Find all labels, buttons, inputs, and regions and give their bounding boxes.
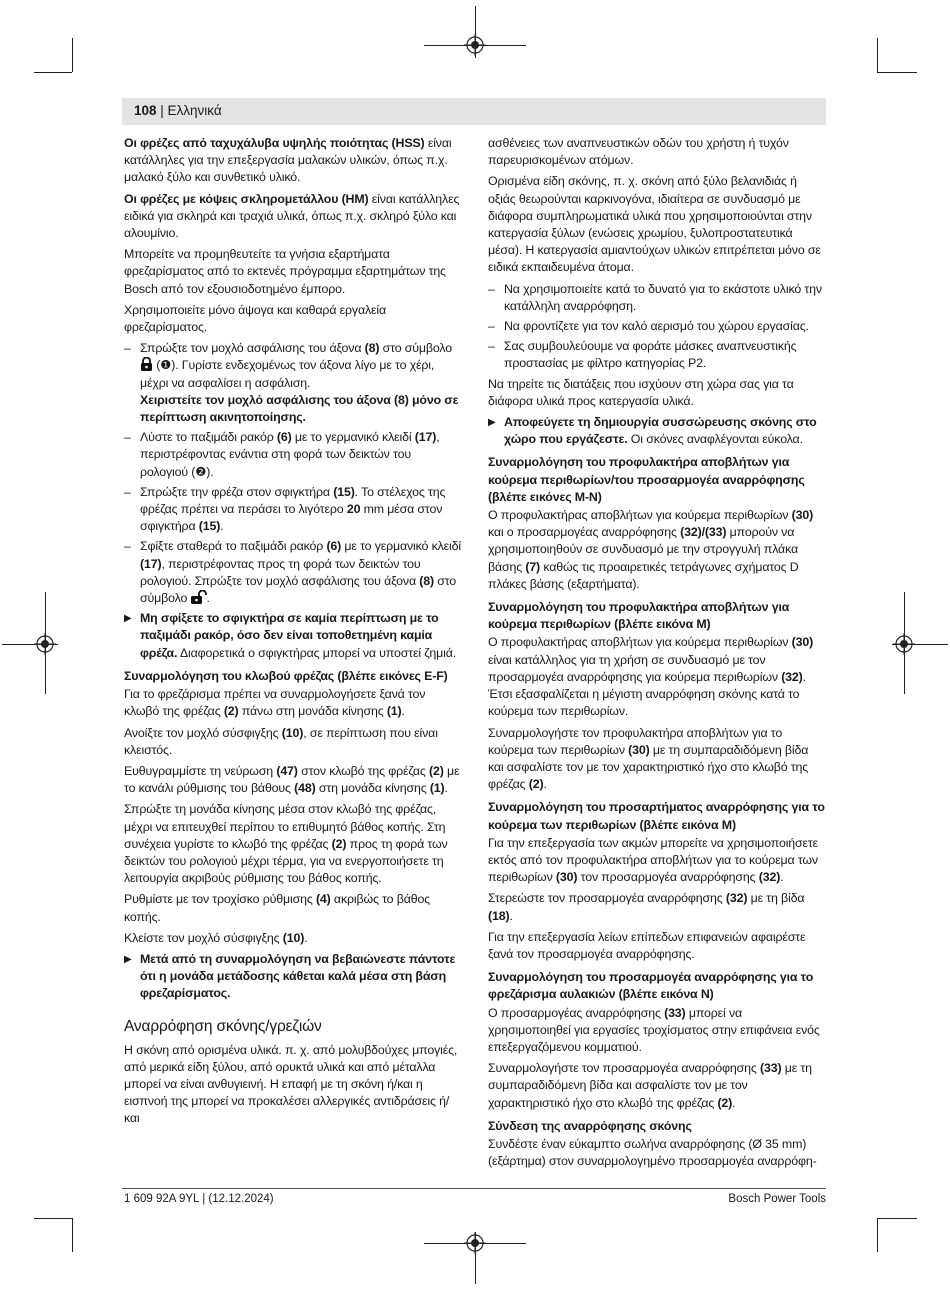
paragraph: Ο προφυλακτήρας αποβλήτων για κούρεμα περιθωρίων (30) είναι κατάλληλος για τη χρήση σε συνδυασμό με τον προσαρμογέα αναρρόφησης για κούρεμα περιθωρίων (32). Έτσι εξασφαλίζεται η μέγιστη αναρρόφηση σκόνης κατά το κούρεμα των περιθωρίων. [488,635,814,719]
header-separator: | [156,103,168,118]
subheading: Συναρμολόγηση του προσαρτήματος αναρρόφησης για το κούρεμα των περιθωρίων (βλέπε εικόνα M) [488,800,825,832]
crop-mark [877,72,917,73]
lock-closed-icon [140,357,153,371]
paragraph: Να τηρείτε τις διατάξεις που ισχύουν στη χώρα σας για τα διάφορα υλικά προς κατεργασία υλικά. [488,376,794,408]
paragraph: Ορισμένα είδη σκόνης, π. χ. σκόνη από ξύλο βελανιδιάς ή οξιάς θεωρούνται καρκινογόνα, ιδιαίτερα σε συνδυασμό με διάφορα συμπληρωματικά υλικά που χρησιμοποιούνται στην κατεργασία ξύλων (ενώσεις χρωμίου, ξυλοπροστατευτικά μέσα). Η κατεργασία αμιαντούχων υλικών επιτρέπεται μόνο σε ειδικά εκπαιδευμένα άτομα. [488,174,821,275]
bullet-triangle-icon: ▶ [124,953,132,965]
left-column [124,135,462,1132]
crop-mark [34,72,72,73]
paragraph: ασθένειες των αναπνευστικών οδών του χρήστη ή τυχόν παρευρισκομένων ατόμων. [488,136,789,168]
warning-note: ▶ Μετά από τη συναρμολόγηση να βεβαιώνεστε πάντοτε ότι η μονάδα μετάδοσης κάθεται καλά μέσα στη βάση φρεζαρίσματος. [124,951,456,1001]
warning-note: ▶ Αποφεύγετε τη δημιουργία συσσώρευσης σκόνης στο χώρο που εργάζεστε. Οι σκόνες αναφλέγονται εύκολα. [488,415,817,447]
list-item: – Να φροντίζετε για τον καλό αερισμό του χώρου εργασίας. [488,319,809,334]
footer-brand: Bosch Power Tools [728,1193,826,1205]
paragraph: Μπορείτε να προμηθευτείτε τα γνήσια εξαρτήματα φρεζαρίσματος από το εκτενές πρόγραμμα εξαρτημάτων της Bosch από τον εξουσιοδοτημένο έμπορο. [124,247,446,296]
paragraph: Ο προφυλακτήρας αποβλήτων για κούρεμα περιθωρίων (30) και ο προσαρμογέας αναρρόφησης (32)/(33) μπορούν να χρησιμοποιηθούν σε συνδυασμό με την στρογγυλή πλάκα βάσης (7) καθώς τις προαιρετικές τετράγωνες σχήματος D πλάκες βάσης (εξαρτήματα). [488,508,814,591]
paragraph: Ευθυγραμμίστε τη νεύρωση (47) στον κλωβό της φρέζας (2) με το κανάλι ρύθμισης του βάθους (48) στη μονάδα κίνησης (1). [124,763,460,796]
footer-doc-code: 1 609 92A 9YL | (12.12.2024) [124,1193,274,1205]
page-header [134,102,222,120]
subheading: Συναρμολόγηση του προσαρμογέα αναρρόφησης για το φρεζάρισμα αυλακιών (βλέπε εικόνα N) [488,970,814,1002]
right-column [488,135,825,1174]
subheading: Συναρμολόγηση του προφυλακτήρα αποβλήτων για κούρεμα περιθωρίων/του προσαρμογέα αναρρόφησης (βλέπε εικόνες M‑N) [488,455,805,504]
paragraph: Συναρμολογήστε τον προσαρμογέα αναρρόφησης (33) με τη συμπαραδιδόμενη βίδα και ασφαλίστε τον με τον χαρακτηριστικό ήχο στο κλωβό της φρέζας (2). [488,1061,812,1110]
header-bar [122,98,826,125]
paragraph: Ρυθμίστε με τον τροχίσκο ρύθμισης (4) ακριβώς το βάθος κοπής. [124,892,431,924]
registration-target-icon [464,1232,486,1254]
crop-mark [877,1218,878,1252]
subheading: Σύνδεση της αναρρόφησης σκόνης [488,1118,692,1133]
list-item: – Σας συμβουλεύουμε να φοράτε μάσκες αναπνευστικής προστασίας με φίλτρο κατηγορίας P2. [488,339,797,371]
registration-target-icon [464,34,486,56]
crop-mark [34,1218,72,1219]
header-language: Ελληνικά [167,103,222,118]
registration-target-icon [34,633,56,655]
crop-mark [72,38,73,72]
paragraph: Ανοίξτε τον μοχλό σύσφιγξης (10), σε περίπτωση που είναι κλειστός. [124,725,438,757]
lock-open-icon [191,590,207,604]
paragraph: Οι φρέζες από ταχυχάλυβα υψηλής ποιότητας (HSS) είναι κατάλληλες για την επεξεργασία μαλακών υλικών, όπως π.χ. μαλακό ξύλο και συνθετικό υλικό. [124,136,452,185]
crop-mark [877,38,878,72]
paragraph: Ο προσαρμογέας αναρρόφησης (33) μπορεί να χρησιμοποιηθεί για εργασίες τροχίσματος στην επιφάνεια ενός επεξεργαζόμενου κομματιού. [488,1005,820,1054]
strong-note: Χειριστείτε τον μοχλό ασφάλισης του άξονα (8) μόνο σε περίπτωση ακινητοποίησης. [140,392,459,425]
paragraph: Κλείστε τον μοχλό σύσφιγξης (10). [124,930,308,945]
list-item: – Σπρώξτε τον μοχλό ασφάλισης του άξονα (8) στο σύμβολο (❶). Γυρίστε ενδεχομένως τον άξονα λίγο με το χέρι, μέχρι να ασφαλίσει η ασφάλιση. Χειριστείτε τον μοχλό ασφάλισης του άξονα (8) μόνο σε περίπτωση ακινητοποίησης. [124,340,462,426]
crop-mark [877,1218,917,1219]
section-heading: Αναρρόφηση σκόνης/γρεζιών [124,1017,322,1035]
paragraph: Στερεώστε τον προσαρμογέα αναρρόφησης (32) με τη βίδα (18). [488,891,805,923]
list-item: – Λύστε το παξιμάδι ρακόρ (6) με το γερμανικό κλειδί (17), περιστρέφοντας ενάντια στη φορά των δεικτών του ρολογιού (❷). [124,430,440,479]
paragraph: Η σκόνη από ορισμένα υλικά. π. χ. από μολυβδούχες μπογιές, από μερικά είδη ξύλου, από ορυκτά υλικά και από μέταλλα μπορεί να είναι ανθυγιεινή. Η επαφή με τη σκόνη ή/και η εισπνοή της μπορεί να προκαλέσει αλλεργικές αντιδράσεις ή/και [124,1042,458,1126]
list-item: – Να χρησιμοποιείτε κατά το δυνατό για το εκάστοτε υλικό την κατάλληλη αναρρόφηση. [488,281,822,313]
paragraph: Οι φρέζες με κόψεις σκληρομετάλλου (HM) είναι κατάλληλες ειδικά για σκληρά και τραχιά υλικά, όπως π.χ. σκληρό ξύλο και αλουμίνιο. [124,191,460,241]
warning-note: ▶ Μη σφίξετε το σφιγκτήρα σε καμία περίπτωση με το παξιμάδι ρακόρ, όσο δεν είναι τοποθετημένη καμία φρέζα. Διαφορετικά ο σφιγκτήρας μπορεί να υποστεί ζημιά. [124,611,457,660]
list-item: – Σπρώξτε την φρέζα στον σφιγκτήρα (15). Το στέλεχος της φρέζας πρέπει να περάσει το λιγότερο 20 mm μέσα στον σφιγκτήρα (15). [124,484,446,534]
bullet-triangle-icon: ▶ [488,417,496,429]
subheading: Συναρμολόγηση του προφυλακτήρα αποβλήτων για κούρεμα περιθωρίων (βλέπε εικόνα M) [488,600,790,632]
footer-rule [122,1188,826,1189]
paragraph: Για το φρεζάρισμα πρέπει να συναρμολογήσετε ξανά τον κλωβό της φρέζας (2) πάνω στη μονάδα κίνησης (1). [124,687,426,719]
bullet-triangle-icon: ▶ [124,613,132,625]
paragraph: Για την επεξεργασία των ακμών μπορείτε να χρησιμοποιήσετε εκτός από τον προφυλακτήρα αποβλήτων για το κούρεμα των περιθωρίων (30) τον προσαρμογέα αναρρόφησης (32). [488,835,819,885]
registration-target-icon [893,633,915,655]
list-item: – Σφίξτε σταθερά το παξιμάδι ρακόρ (6) με το γερμανικό κλειδί (17), περιστρέφοντας προς τη φορά των δεικτών του ρολογιού. Σπρώξτε τον μοχλό ασφάλισης του άξονα (8) στο σύμβολο . [124,539,462,606]
page-number: 108 [134,103,157,118]
paragraph: Συναρμολογήστε τον προφυλακτήρα αποβλήτων για το κούρεμα των περιθωρίων (30) με τη συμπαραδιδόμενη βίδα και ασφαλίστε τον με τον χαρακτηριστικό ήχο στο κλωβό της φρέζας (2). [488,725,809,792]
paragraph: Χρησιμοποιείτε μόνο άψογα και καθαρά εργαλεία φρεζαρίσματος. [124,302,386,335]
paragraph: Συνδέστε έναν εύκαμπτο σωλήνα αναρρόφησης (Ø 35 mm) (εξάρτημα) στον συναρμολογημένο προσαρμογέα αναρρόφη‑ [488,1136,817,1169]
crop-mark [72,1218,73,1252]
subheading: Συναρμολόγηση του κλωβού φρέζας (βλέπε εικόνες E‑F) [124,668,448,683]
paragraph: Σπρώξτε τη μονάδα κίνησης μέσα στον κλωβό της φρέζας, μέχρι να επιτευχθεί περίπου το επιθυμητό βάθος κοπής. Στη συνέχεια γυρίστε το κλωβό της φρέζας (2) προς τη φορά των δεικτών του ρολογιού μέχρι τέρμα, για να ενεργοποιήσετε τη λειτουργία ακριβούς ρύθμισης του βάθος κοπής. [124,802,448,886]
paragraph: Για την επεξεργασία λείων επίπεδων επιφανειών αφαιρέστε ξανά τον προσαρμογέα αναρρόφησης. [488,929,806,961]
